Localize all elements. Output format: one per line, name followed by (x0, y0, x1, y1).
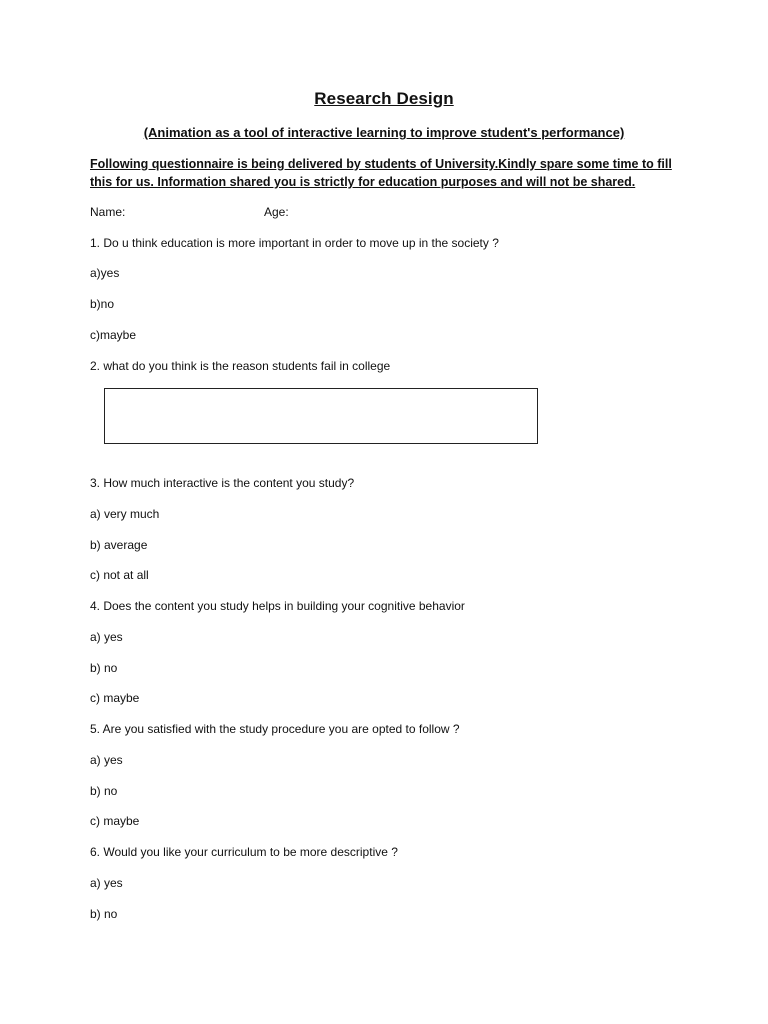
option-4b: b) no (90, 661, 118, 675)
intro-paragraph: Following questionnaire is being delivered by students of University.Kindly spare some time to fill this for us. Information shared you is strictly for education purposes and will not be shared. (90, 157, 672, 189)
document-title: Research Design (314, 89, 454, 108)
option-6a: a) yes (90, 876, 123, 890)
question-1: 1. Do u think education is more important in order to move up in the society ? (90, 236, 499, 250)
answer-box-question-2[interactable] (104, 388, 538, 444)
option-6b: b) no (90, 907, 118, 921)
option-5a: a) yes (90, 753, 123, 767)
question-2: 2. what do you think is the reason students fail in college (90, 359, 391, 373)
option-3b: b) average (90, 538, 148, 552)
name-label: Name: (90, 205, 126, 219)
option-5c: c) maybe (90, 814, 140, 828)
option-4c: c) maybe (90, 691, 140, 705)
question-5: 5. Are you satisfied with the study procedure you are opted to follow ? (90, 722, 460, 736)
question-4: 4. Does the content you study helps in building your cognitive behavior (90, 599, 465, 613)
option-1a: a)yes (90, 266, 120, 280)
option-4a: a) yes (90, 630, 123, 644)
option-3a: a) very much (90, 507, 160, 521)
option-3c: c) not at all (90, 568, 149, 582)
question-3: 3. How much interactive is the content you study? (90, 476, 355, 490)
age-label: Age: (264, 205, 289, 219)
option-1c: c)maybe (90, 328, 137, 342)
document-subtitle: (Animation as a tool of interactive learning to improve student's performance) (143, 125, 625, 140)
option-5b: b) no (90, 784, 118, 798)
option-1b: b)no (90, 297, 115, 311)
question-6: 6. Would you like your curriculum to be more descriptive ? (90, 845, 398, 859)
